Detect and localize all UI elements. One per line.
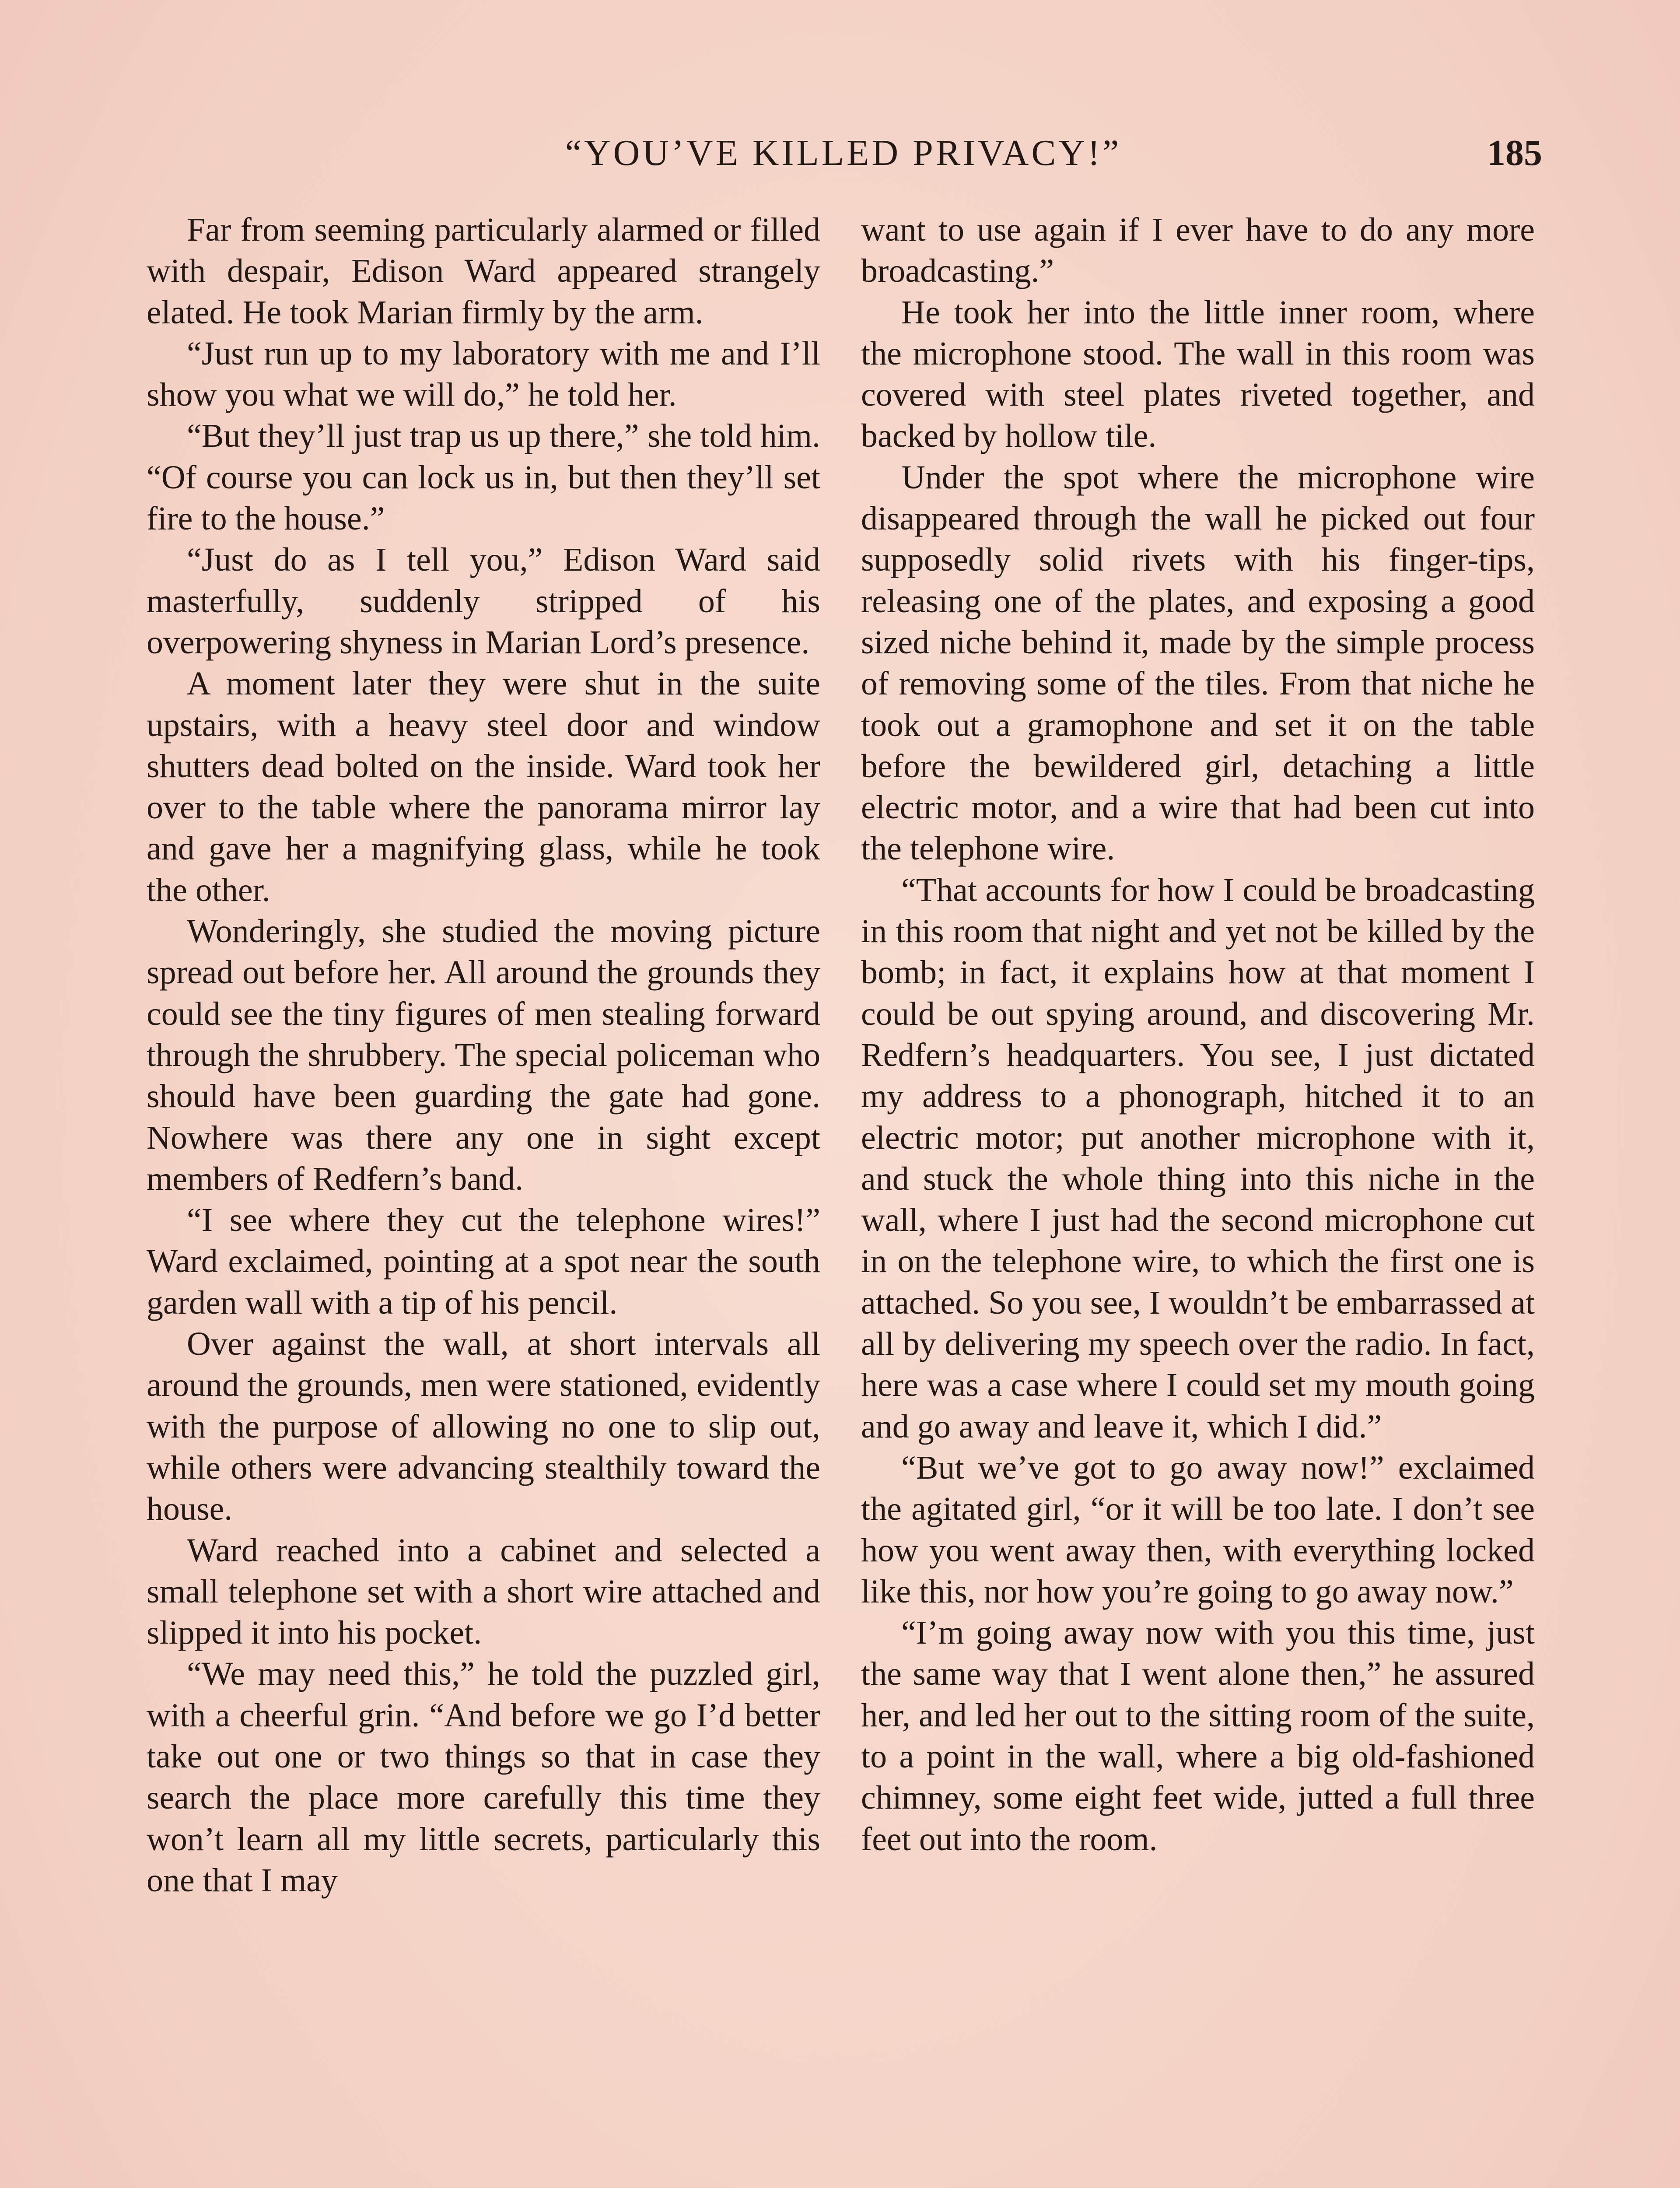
paragraph-continued: want to use again if I ever have to do any more broadcasting.”: [861, 211, 1535, 290]
paragraph: “I’m going away now with you this time, just the same way that I went alone then,” he assured her, and led her out to the sitting room of the suite, to a point in the wall, where a big old-fashioned chimney, some eight feet wide, jutted a full three feet out into the room.: [861, 1614, 1535, 1858]
paragraph: Over against the wall, at short intervals all around the grounds, men were stationed, evidently with the purpose of allowing no one to slip out, while others were advancing stealthily toward the house.: [147, 1325, 820, 1528]
paragraph: “That accounts for how I could be broadcasting in this room that night and yet not be killed by the bomb; in fact, it explains how at that moment I could be out spying around, and discovering Mr. Redfern’s headquarters. You see, I just dictated my address to a phonograph, hitched it to an electric motor; put another microphone with it, and stuck the whole thing into this niche in the wall, where I just had the second microphone cut in on the telephone wire, to which the first one is attached. So you see, I wouldn’t be embarrassed at all by delivering my speech over the radio. In fact, here was a case where I could set my mouth going and go away and leave it, which I did.”: [861, 871, 1535, 1445]
paragraph: A moment later they were shut in the suite upstairs, with a heavy steel door and window shutters dead bolted on the inside. Ward took her over to the table where the panorama mirror lay and gave her a magnifying glass, while he took the other.: [147, 665, 820, 908]
running-head: “YOU’VE KILLED PRIVACY!”: [565, 133, 1122, 173]
paragraph: “Just run up to my laboratory with me and I’ll show you what we will do,” he told her.: [147, 335, 820, 414]
paragraph: “Just do as I tell you,” Edison Ward said masterfully, suddenly stripped of his overpowering shyness in Marian Lord’s presence.: [147, 541, 820, 661]
paragraph: “We may need this,” he told the puzzled girl, with a cheerful grin. “And before we go I’d better take out one or two things so that in case they search the place more carefully this time they won’t learn all my little secrets, particularly this one that I may: [147, 1655, 820, 1899]
paragraph: Ward reached into a cabinet and selected a small telephone set with a short wire attached and slipped it into his pocket.: [147, 1532, 820, 1652]
page-number: 185: [1487, 133, 1542, 173]
paragraph: He took her into the little inner room, where the microphone stood. The wall in this room was covered with steel plates riveted together, and backed by hollow tile.: [861, 294, 1535, 455]
paragraph: Far from seeming particularly alarmed or filled with despair, Edison Ward appeared strangely elated. He took Marian firmly by the arm.: [147, 211, 820, 331]
page-header: [144, 127, 1542, 188]
paragraph: “But we’ve got to go away now!” exclaimed the agitated girl, “or it will be too late. I don’t see how you went away then, with everything locked like this, nor how you’re going to go away now.”: [861, 1449, 1535, 1610]
right-column: [861, 209, 1535, 1860]
paragraph: “But they’ll just trap us up there,” she told him. “Of course you can lock us in, but then they’ll set fire to the house.”: [147, 417, 820, 537]
paragraph: “I see where they cut the telephone wires!” Ward exclaimed, pointing at a spot near the south garden wall with a tip of his pencil.: [147, 1202, 820, 1321]
paragraph: Under the spot where the microphone wire disappeared through the wall he picked out four supposedly solid rivets with his finger-tips, releasing one of the plates, and exposing a good sized niche behind it, made by the simple process of removing some of the tiles. From that niche he took out a gramophone and set it on the table before the bewildered girl, detaching a little electric motor, and a wire that had been cut into the telephone wire.: [861, 459, 1535, 867]
left-column: [147, 209, 820, 1901]
paragraph: Wonderingly, she studied the moving picture spread out before her. All around the grounds they could see the tiny figures of men stealing forward through the shrubbery. The special policeman who should have been guarding the gate had gone. Nowhere was there any one in sight except members of Redfern’s band.: [147, 913, 820, 1197]
